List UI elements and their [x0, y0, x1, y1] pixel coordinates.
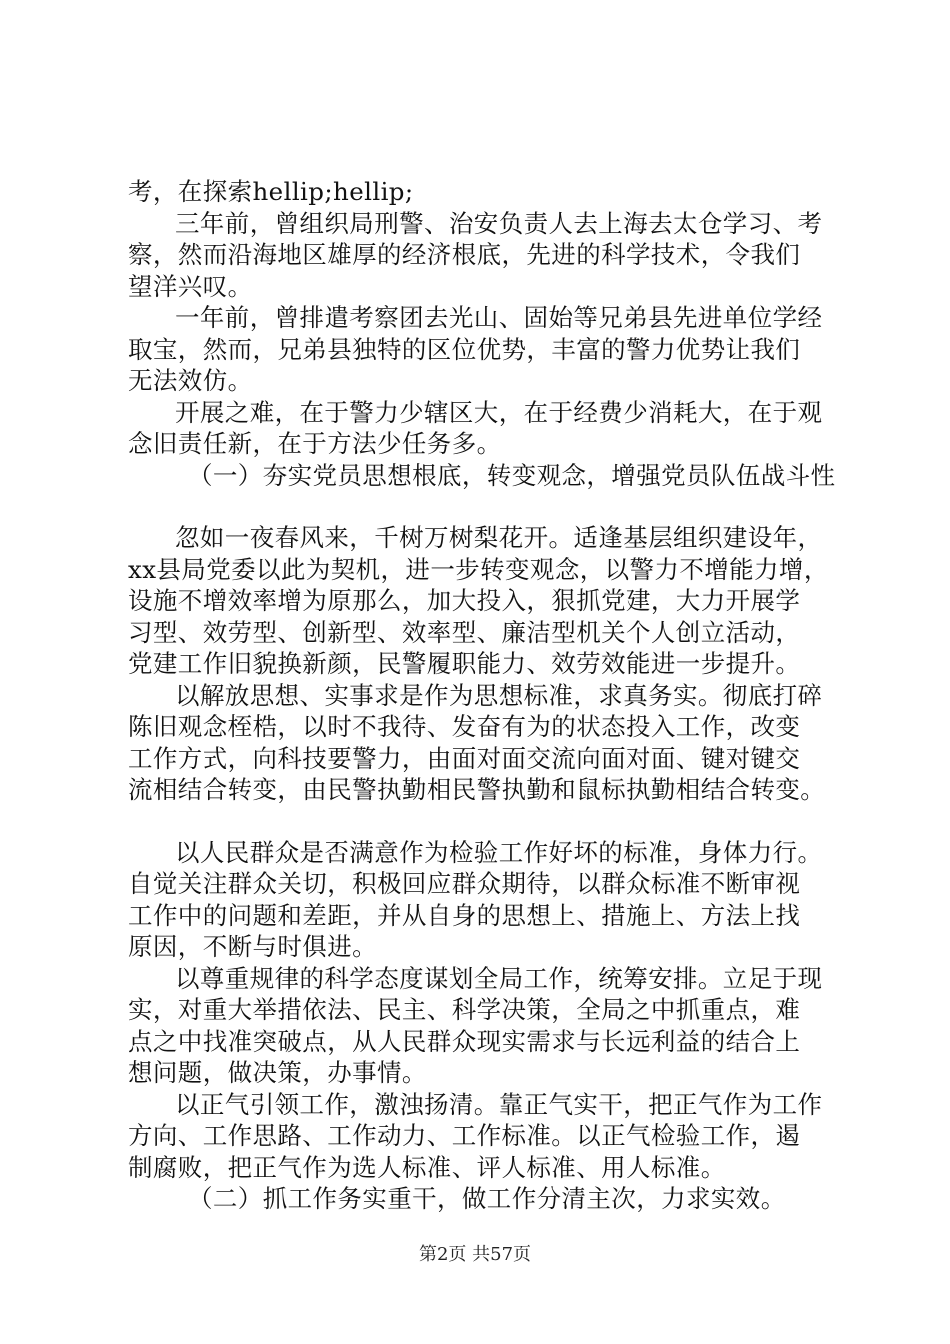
text-line: 工作方式，向科技要警力，由面对面交流向面对面、键对键交 [128, 743, 801, 773]
text-line: 考，在探索hellip;hellip; [128, 177, 414, 206]
text-line: 念旧责任新，在于方法少任务多。 [128, 429, 502, 458]
text-line: 以解放思想、实事求是作为思想标准，求真务实。彻底打碎 [175, 680, 823, 710]
text-line: 自觉关注群众关切，积极回应群众期待，以群众标准不断审视 [128, 869, 801, 898]
text-line: 一年前，曾排遣考察团去光山、固始等兄弟县先进单位学经 [175, 303, 823, 332]
text-line: 流相结合转变，由民警执勤相民警执勤和鼠标执勤相结合转变。 [128, 775, 826, 804]
text-line: 忽如一夜春风来，千树万树梨花开。适逢基层组织建设年， [175, 523, 823, 552]
text-line: 取宝，然而，兄弟县独特的区位优势，丰富的警力优势让我们 [128, 334, 801, 364]
text-line: 原因，不断与时俱进。 [128, 932, 377, 961]
text-line: 工作中的问题和差距，并从自身的思想上、措施上、方法上找 [128, 900, 801, 930]
text-line: 无法效仿。 [128, 366, 253, 395]
section-heading: （一）夯实党员思想根底，转变观念，增强党员队伍战斗性 [188, 460, 836, 490]
text-line: 设施不增效率增为原那么，加大投入，狠抓党建，大力开展学 [128, 586, 801, 615]
text-line: 习型、效劳型、创新型、效率型、廉洁型机关个人创立活动， [128, 617, 801, 647]
text-line: 开展之难，在于警力少辖区大，在于经费少消耗大，在于观 [175, 397, 823, 427]
text-line: 察，然而沿海地区雄厚的经济根底，先进的科学技术，令我们 [128, 240, 801, 269]
text-line: 以尊重规律的科学态度谋划全局工作，统筹安排。立足于现 [175, 963, 823, 993]
text-line: 以正气引领工作，激浊扬清。靠正气实干，把正气作为工作 [175, 1089, 823, 1119]
text-line: 方向、工作思路、工作动力、工作标准。以正气检验工作，遏 [128, 1121, 801, 1150]
text-line: 三年前，曾组织局刑警、治安负责人去上海去太仓学习、考 [175, 208, 823, 238]
section-heading: （二）抓工作务实重干，做工作分清主次，力求实效。 [188, 1184, 786, 1213]
text-line: 制腐败，把正气作为选人标准、评人标准、用人标准。 [128, 1152, 726, 1182]
page-number: 第2页 共57页 [418, 1244, 532, 1265]
text-line: xx县局党委以此为契机，进一步转变观念，以警力不增能力增， [128, 554, 829, 584]
text-line: 以人民群众是否满意作为检验工作好坏的标准，身体力行。 [175, 837, 823, 867]
text-line: 陈旧观念桎梏，以时不我待、发奋有为的状态投入工作，改变 [128, 712, 801, 741]
spacer [128, 806, 838, 837]
text-line: 党建工作旧貌换新颜，民警履职能力、效劳效能进一步提升。 [128, 649, 801, 678]
text-line: 望洋兴叹。 [128, 271, 253, 301]
text-line: 实，对重大举措依法、民主、科学决策，全局之中抓重点，难 [128, 995, 801, 1024]
text-line: 点之中找准突破点，从人民群众现实需求与长远利益的结合上 [128, 1026, 801, 1056]
text-line: 想问题，做决策，办事情。 [128, 1058, 427, 1087]
spacer [128, 491, 838, 522]
document-body [128, 176, 838, 1215]
